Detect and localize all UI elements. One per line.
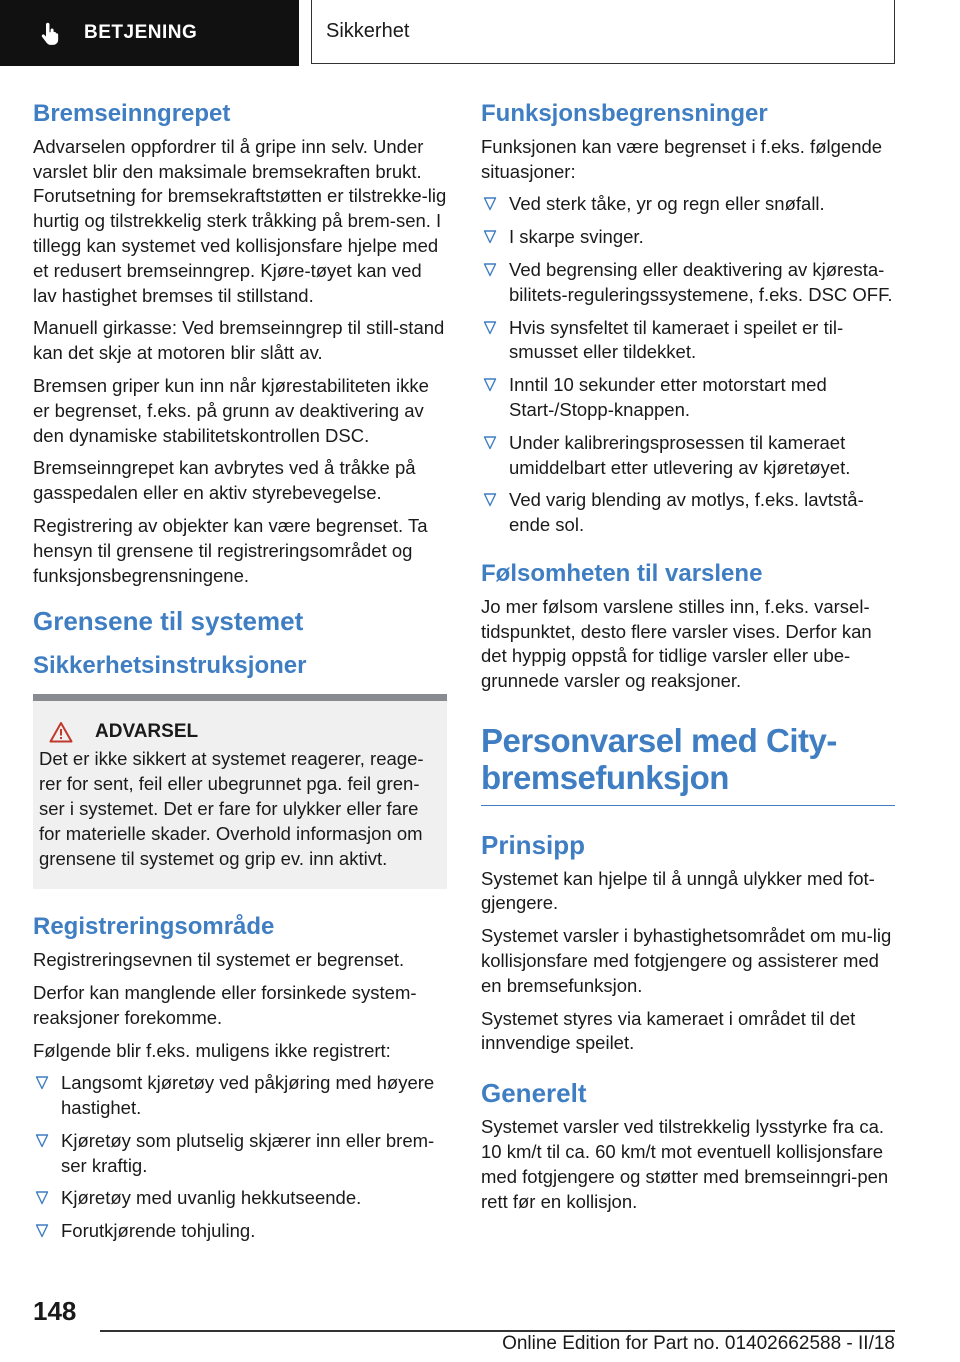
bullet-triangle-icon xyxy=(483,229,497,245)
principle-heading: Prinsipp xyxy=(481,829,586,860)
page-header xyxy=(0,0,960,66)
bullet-triangle-icon xyxy=(483,377,497,393)
pedestrian-warning-heading xyxy=(481,722,895,806)
general-heading: Generelt xyxy=(481,1078,587,1109)
brake-paragraph-3: Bremsen griper kun inn når kjørestabiliteten ikke er begrenset, f.eks. på grunn av deaktivering av den dynamiske stabilitetskontrollen DSC. xyxy=(33,374,429,446)
detection-paragraph-2: Derfor kan manglende eller forsinkede system-reaksjoner forekomme. xyxy=(33,981,417,1028)
brake-paragraph-2: Manuell girkasse: Ved bremseinngrep til still-stand kan det skje at motoren blir slått av. xyxy=(33,317,445,364)
list-item: I skarpe svinger. xyxy=(481,225,895,250)
list-item: Langsomt kjøretøy ved påkjøring med høyere hastighet. xyxy=(33,1071,447,1121)
brake-paragraph-5: Registrering av objekter kan være begrenset. Ta hensyn til grensene til registreringsområdet og funksjonsbegrensningene. xyxy=(33,514,428,586)
list-item: Kjøretøy som plutselig skjærer inn eller brem-ser kraftig. xyxy=(33,1129,447,1179)
warning-title: ADVARSEL xyxy=(95,721,199,743)
warning-triangle-icon xyxy=(49,721,73,743)
detection-list xyxy=(33,1071,447,1244)
left-column xyxy=(33,100,447,1252)
section-label: Sikkerhet xyxy=(326,20,410,42)
chapter-tab[interactable] xyxy=(0,0,299,66)
detection-paragraph-1: Registreringsevnen til systemet er begrenset. xyxy=(33,949,405,971)
brake-paragraph-4: Bremseinngrepet kan avbrytes ved å tråkke på gasspedalen eller en aktiv styrebevegelse. xyxy=(33,457,416,504)
detection-paragraph-3: Følgende blir f.eks. muligens ikke registrert: xyxy=(33,1039,391,1061)
brake-intervention-heading: Bremseinngrepet xyxy=(33,100,231,127)
right-column xyxy=(481,100,895,1223)
detection-range-heading: Registreringsområde xyxy=(33,913,275,941)
chapter-label: BETJENING xyxy=(84,22,198,43)
pedestrian-heading-line-2: bremsefunksjon xyxy=(481,759,729,797)
bullet-triangle-icon xyxy=(483,196,497,212)
list-item: Ved begrensing eller deaktivering av kjøresta-bilitets-reguleringssystemene, f.eks. DSC OFF. xyxy=(481,258,895,308)
warning-box xyxy=(33,694,447,889)
section-tab[interactable] xyxy=(311,0,895,64)
function-limits-heading: Funksjonsbegrensninger xyxy=(481,100,768,127)
principle-paragraph-1: Systemet kan hjelpe til å unngå ulykker med fot-gjengere. xyxy=(481,867,875,914)
principle-paragraph-3: Systemet styres via kameraet i området til det innvendige speilet. xyxy=(481,1007,856,1054)
list-item: Ved sterk tåke, yr og regn eller snøfall. xyxy=(481,192,895,217)
warning-header xyxy=(39,721,441,743)
list-item: Ved varig blending av motlys, f.eks. lavtstå-ende sol. xyxy=(481,488,895,538)
bullet-triangle-icon xyxy=(35,1190,49,1206)
principle-paragraph-2: Systemet varsler i byhastighetsområdet om mu-lig kollisjonsfare med fotgjengere og assisterer med en bremsefunksjon. xyxy=(481,925,892,996)
page-number: 148 xyxy=(33,1296,77,1326)
warning-text: Det er ikke sikkert at systemet reagerer, reage-rer for sent, feil eller ubegrunnet pga. feil gren-ser i systemet. Det er fare for ulykker eller fare for materielle skader. Overhold informasjon om grensene til systemet og grip ev. inn aktivt. xyxy=(39,748,424,869)
bullet-triangle-icon xyxy=(35,1133,49,1149)
pedestrian-heading-line-1: Personvarsel med City- xyxy=(481,721,837,759)
function-limits-list xyxy=(481,192,895,538)
list-item: Hvis synsfeltet til kameraet i speilet er til-smusset eller tildekket. xyxy=(481,316,895,366)
hand-pointer-icon xyxy=(38,20,64,46)
brake-paragraph-1: Advarselen oppfordrer til å gripe inn selv. Under varslet blir den maksimale bremsekraften brukt. Forutsetning for bremsekraftstøtten er tilstrekke-lig hurtig og tilstrekkelig sterk tråkking på brem-sen. I tillegg kan systemet ved kollisjonsfare hjelpe med et redusert bremseinngrep. Kjøre-tøyet kan ved lav hastighet bremses til stillstand. xyxy=(33,135,447,306)
bullet-triangle-icon xyxy=(483,435,497,451)
general-paragraph-1: Systemet varsler ved tilstrekkelig lysstyrke fra ca. 10 km/t til ca. 60 km/t mot eventuell kollisjonsfare med fotgjengere og støtter med bremseinngri-pen rett før en kollisjon. xyxy=(481,1116,889,1212)
sensitivity-heading: Følsomheten til varslene xyxy=(481,559,763,587)
bullet-triangle-icon xyxy=(35,1075,49,1091)
list-item: Under kalibreringsprosessen til kameraet umiddelbart etter utlevering av kjøretøyet. xyxy=(481,431,895,481)
bullet-triangle-icon xyxy=(483,320,497,336)
bullet-triangle-icon xyxy=(35,1223,49,1239)
edition-info: Online Edition for Part no. 01402662588 - II/18 xyxy=(502,1333,895,1354)
bullet-triangle-icon xyxy=(483,492,497,508)
list-item: Kjøretøy med uvanlig hekkutseende. xyxy=(33,1186,447,1211)
function-paragraph-1: Funksjonen kan være begrenset i f.eks. følgende situasjoner: xyxy=(481,135,883,182)
footer-divider xyxy=(100,1330,895,1332)
sensitivity-paragraph-1: Jo mer følsom varslene stilles inn, f.eks. varsel-tidspunktet, desto flere varsler vises. Derfor kan det hyppig oppstå for tidlige varsler eller ube-grunnede varsler og reaksjoner. xyxy=(481,595,872,692)
list-item: Forutkjørende tohjuling. xyxy=(33,1219,447,1244)
list-item: Inntil 10 sekunder etter motorstart med Start-/Stopp-knappen. xyxy=(481,373,895,423)
system-limits-heading: Grensene til systemet xyxy=(33,606,304,637)
safety-instructions-heading: Sikkerhetsinstruksjoner xyxy=(33,651,307,679)
bullet-triangle-icon xyxy=(483,262,497,278)
